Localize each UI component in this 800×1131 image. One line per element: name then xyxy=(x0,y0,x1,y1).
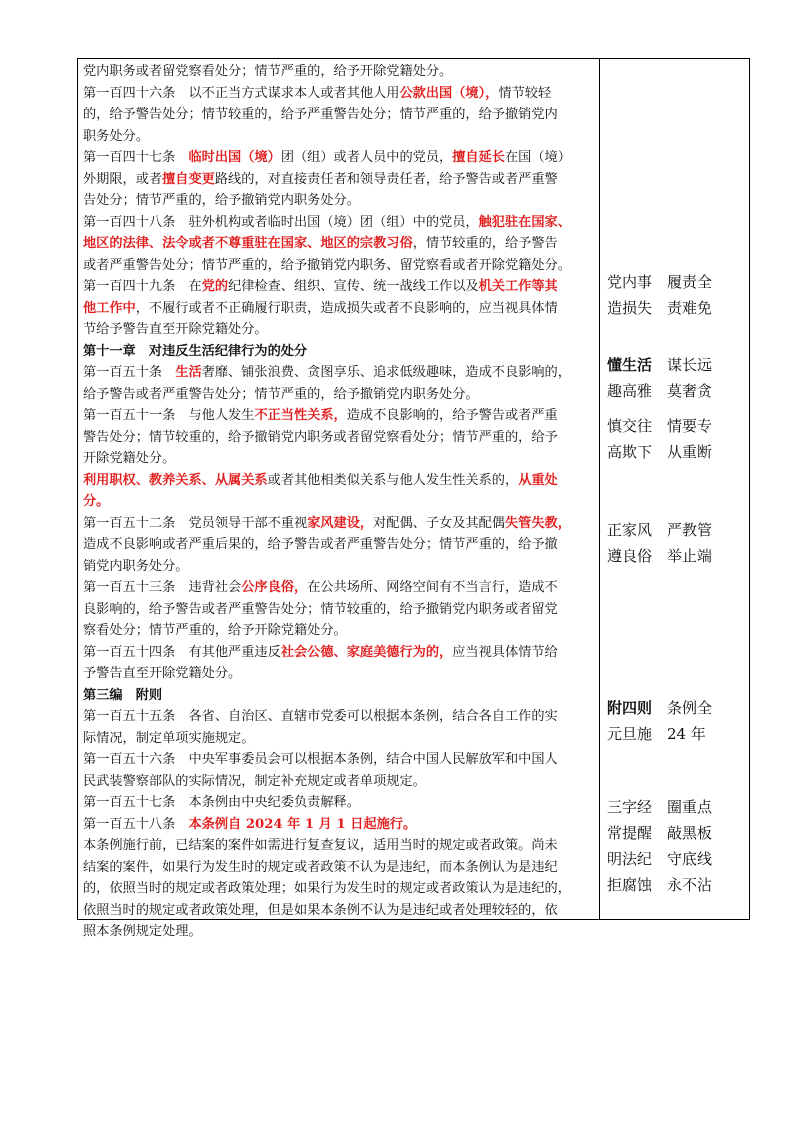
text-segment: 予警告直至开除党籍处分。 xyxy=(83,666,242,681)
highlighted-text: 地区的法律、法令或者不尊重驻在国家、地区的宗教习俗 xyxy=(83,236,413,251)
highlighted-text: 社会公德、家庭美德行为的， xyxy=(280,644,453,660)
text-segment: 第一百四十八条 驻外机构或者临时出国（境）团（组）中的党员， xyxy=(83,214,479,230)
text-segment: 第一百五十四条 有其他严重违反 xyxy=(83,644,281,660)
mnemonic-phrase: 慎交往 xyxy=(607,417,653,435)
text-line xyxy=(83,792,595,814)
text-line xyxy=(83,298,595,320)
text-line xyxy=(83,620,595,642)
highlighted-text: 机关工作等其 xyxy=(478,279,558,294)
text-segment: 路线的，对直接责任者和领导责任者，给予警告或者严重警 xyxy=(214,171,558,187)
text-segment: 第一百四十七条 xyxy=(83,150,189,165)
mnemonic-phrase: 永不沾 xyxy=(667,876,713,894)
highlighted-text: 本条例自 2024 年 1 月 1 日起施行。 xyxy=(188,816,417,832)
text-line xyxy=(83,104,595,126)
mnemonic-phrase: 举止端 xyxy=(667,547,713,565)
mnemonic-phrase: 从重断 xyxy=(667,443,713,461)
highlighted-text: 不正当性关系， xyxy=(254,408,347,423)
text-segment: 告处分；情节严重的，给予撤销党内职务处分。 xyxy=(83,193,360,208)
text-segment: 造成不良影响或者严重后果的，给予警告或者严重警告处分；情节严重的，给予撤 xyxy=(83,537,558,552)
mnemonic-phrase: 莫奢贪 xyxy=(667,382,713,400)
text-segment: 造成不良影响的，给予警告或者严重 xyxy=(346,408,558,423)
mnemonic-phrase: 明法纪 xyxy=(607,850,653,868)
text-segment: 职务处分。 xyxy=(83,128,149,144)
text-segment: 结案的案件，如果行为发生时的规定或者政策不认为是违纪，而本条例认为是违纪 xyxy=(83,859,558,875)
text-line xyxy=(83,276,595,298)
text-line xyxy=(83,577,595,599)
text-segment: 或者严重警告处分；情节严重的，给予撤销党内职务、留党察看或者开除党籍处分。 xyxy=(83,257,571,273)
mnemonic-group xyxy=(607,269,749,321)
text-segment: 节给予警告直至开除党籍处分。 xyxy=(83,322,268,337)
mnemonic-phrase: 党内事 xyxy=(607,273,653,291)
highlighted-text: 从重处 xyxy=(518,472,558,488)
text-line xyxy=(83,857,595,879)
mnemonic-phrase: 懂生活 xyxy=(607,356,653,374)
highlighted-text: 擅自变更 xyxy=(162,171,215,187)
mnemonic-phrase: 守底线 xyxy=(667,850,713,868)
text-segment: 奢靡、铺张浪费、贪图享乐、追求低级趣味，造成不良影响的， xyxy=(201,365,571,380)
highlighted-text: 家风建设， xyxy=(307,515,374,531)
mnemonic-phrase: 正家风 xyxy=(607,521,653,539)
text-line xyxy=(83,362,595,384)
text-line xyxy=(83,513,595,535)
text-line xyxy=(83,599,595,621)
text-segment: 或者其他相类似关系与他人发生性关系的， xyxy=(267,472,519,488)
text-line xyxy=(83,405,595,427)
mnemonic-phrase: 圈重点 xyxy=(667,798,713,816)
text-segment: 情节较轻 xyxy=(498,85,552,101)
mnemonic-phrase: 造损失 xyxy=(607,299,653,317)
mnemonic-phrase: 三字经 xyxy=(607,798,653,816)
highlighted-text: 擅自延长 xyxy=(452,150,505,165)
text-line xyxy=(83,706,595,728)
text-segment: 第十一章 对违反生活纪律行为的处分 xyxy=(83,343,308,359)
mnemonic-row xyxy=(607,378,749,404)
highlighted-text: 他工作中 xyxy=(83,300,136,316)
column-divider xyxy=(599,59,600,919)
text-segment: 在国（境） xyxy=(505,150,571,165)
text-line xyxy=(83,534,595,556)
text-segment: 外期限，或者 xyxy=(83,171,163,187)
content-table xyxy=(77,58,750,939)
text-segment: 对配偶、子女及其配偶 xyxy=(373,515,505,531)
text-line xyxy=(83,319,595,341)
text-line xyxy=(83,147,595,169)
mnemonic-phrase: 趣高雅 xyxy=(607,382,653,400)
text-line xyxy=(83,212,595,234)
text-segment: 本条例施行前，已结案的案件如需进行复查复议，适用当时的规定或者政策。尚未 xyxy=(83,838,558,853)
mnemonic-phrase: 附四则 xyxy=(607,699,653,717)
highlighted-text: 生活 xyxy=(175,365,202,380)
text-line xyxy=(83,233,595,255)
text-segment: 开除党籍处分。 xyxy=(83,451,176,466)
text-segment: 给予警告或者严重警告处分；情节严重的，给予撤销党内职务处分。 xyxy=(83,386,479,402)
highlighted-text: 利用职权、教养关系、从属关系 xyxy=(83,472,268,488)
mnemonic-row xyxy=(607,517,749,543)
mnemonic-phrase: 条例全 xyxy=(667,699,713,717)
mnemonic-phrase: 拒腐蚀 xyxy=(607,876,653,894)
text-segment: 民武装警察部队的实际情况，制定补充规定或者单项规定。 xyxy=(83,773,426,789)
text-line xyxy=(83,83,595,105)
text-segment: 第一百五十一条 与他人发生 xyxy=(83,408,255,423)
text-line xyxy=(83,771,595,793)
highlighted-text: 公序良俗， xyxy=(241,580,308,595)
text-line xyxy=(83,900,595,922)
text-segment: 在公共场所、网络空间有不当言行，造成不 xyxy=(307,580,558,595)
mnemonic-phrase: 元旦施 xyxy=(607,725,653,743)
text-line xyxy=(83,341,595,363)
mnemonic-group xyxy=(607,794,749,898)
text-segment: 照本条例规定处理。 xyxy=(83,924,202,939)
highlighted-text: 触犯驻在国家、 xyxy=(478,214,571,230)
mnemonic-phrase: 履责全 xyxy=(667,273,713,291)
text-segment: ，不履行或者不正确履行职责，造成损失或者不良影响的，应当视具体情 xyxy=(135,300,558,316)
text-line xyxy=(83,556,595,578)
mnemonic-row xyxy=(607,269,749,295)
text-line xyxy=(83,190,595,212)
mnemonic-row xyxy=(607,820,749,846)
mnemonic-group xyxy=(607,695,749,747)
text-line xyxy=(83,663,595,685)
text-line xyxy=(83,728,595,750)
text-segment: 良影响的，给予警告或者严重警告处分；情节较重的，给予撤销党内职务或者留党 xyxy=(83,601,558,617)
text-line xyxy=(83,427,595,449)
highlighted-text: 失管失教， xyxy=(505,515,571,531)
text-segment: 第一百五十五条 各省、自治区、直辖市党委可以根据本条例，结合各自工作的实 xyxy=(83,709,558,724)
mnemonic-phrase: 谋长远 xyxy=(667,356,713,374)
mnemonic-row xyxy=(607,872,749,898)
text-segment: 应当视具体情节给 xyxy=(452,644,558,660)
text-line xyxy=(83,642,595,664)
text-line xyxy=(83,384,595,406)
text-segment: 第一百五十条 xyxy=(83,365,176,380)
text-line xyxy=(83,448,595,470)
text-segment: 第一百五十八条 xyxy=(83,816,189,832)
mnemonic-row xyxy=(607,295,749,321)
text-line xyxy=(83,61,595,83)
mnemonic-phrase: 常提醒 xyxy=(607,824,653,842)
mnemonic-row xyxy=(607,794,749,820)
mnemonic-row xyxy=(607,846,749,872)
mnemonic-phrase: 严教管 xyxy=(667,521,713,539)
text-segment: 党内职务或者留党察看处分；情节严重的，给予开除党籍处分。 xyxy=(83,64,453,79)
text-line xyxy=(83,470,595,492)
text-segment: 第一百五十七条 本条例由中央纪委负责解释。 xyxy=(83,795,360,810)
mnemonic-phrase: 高欺下 xyxy=(607,443,653,461)
highlighted-text: 临时出国（境） xyxy=(188,150,281,165)
mnemonic-phrase: 情要专 xyxy=(667,417,713,435)
text-line xyxy=(83,491,595,513)
text-segment: 团（组）或者人员中的党员， xyxy=(280,150,453,165)
text-segment: 依照当时的规定或者政策处理，但是如果本条例不认为是违纪或者处理较轻的，依 xyxy=(83,902,558,918)
text-line xyxy=(83,255,595,277)
text-segment: 销党内职务处分。 xyxy=(83,558,189,574)
mnemonic-group xyxy=(607,352,749,404)
text-line xyxy=(83,814,595,836)
mnemonic-row xyxy=(607,439,749,465)
text-line xyxy=(83,921,595,943)
text-segment: 第一百四十九条 在 xyxy=(83,279,202,294)
text-segment: 际情况，制定单项实施规定。 xyxy=(83,730,255,746)
mnemonic-group xyxy=(607,517,749,569)
text-segment: 察看处分；情节严重的，给予开除党籍处分。 xyxy=(83,623,347,638)
text-line xyxy=(83,685,595,707)
text-segment: 的，给予警告处分；情节较重的，给予严重警告处分；情节严重的，给予撤销党内 xyxy=(83,107,558,122)
text-line xyxy=(83,126,595,148)
mnemonic-row xyxy=(607,543,749,569)
highlighted-text: 公款出国（境）， xyxy=(399,85,499,101)
mnemonic-phrase: 敲黑板 xyxy=(667,824,713,842)
mnemonic-phrase: 责难免 xyxy=(667,299,713,317)
mnemonic-row xyxy=(607,413,749,439)
text-segment: 第一百五十三条 违背社会 xyxy=(83,580,242,595)
text-segment: 纪律检查、组织、宣传、统一战线工作以及 xyxy=(228,279,479,294)
text-segment: 第一百五十六条 中央军事委员会可以根据本条例，结合中国人民解放军和中国人 xyxy=(83,752,558,767)
text-segment: 的，依照当时的规定或者政策处理；如果行为发生时的规定或者政策认为是违纪的， xyxy=(83,881,571,896)
mnemonic-phrase: 24 年 xyxy=(667,725,706,743)
text-segment: 第一百四十六条 以不正当方式谋求本人或者其他人用 xyxy=(83,85,400,101)
text-segment: 第三编 附则 xyxy=(83,687,163,703)
text-line xyxy=(83,169,595,191)
regulation-text-column xyxy=(83,61,595,943)
text-line xyxy=(83,878,595,900)
text-line xyxy=(83,835,595,857)
mnemonic-row xyxy=(607,695,749,721)
mnemonic-row xyxy=(607,721,749,747)
text-segment: 第一百五十二条 党员领导干部不重视 xyxy=(83,515,308,531)
highlighted-text: 分。 xyxy=(83,494,110,509)
mnemonic-group xyxy=(607,413,749,465)
text-line xyxy=(83,749,595,771)
text-segment: ，情节较重的，给予警告 xyxy=(412,236,558,251)
text-segment: 警告处分；情节较重的，给予撤销党内职务或者留党察看处分；情节严重的，给予 xyxy=(83,429,558,445)
mnemonic-phrase: 遵良俗 xyxy=(607,547,653,565)
highlighted-text: 党的 xyxy=(201,279,229,294)
mnemonic-row xyxy=(607,352,749,378)
